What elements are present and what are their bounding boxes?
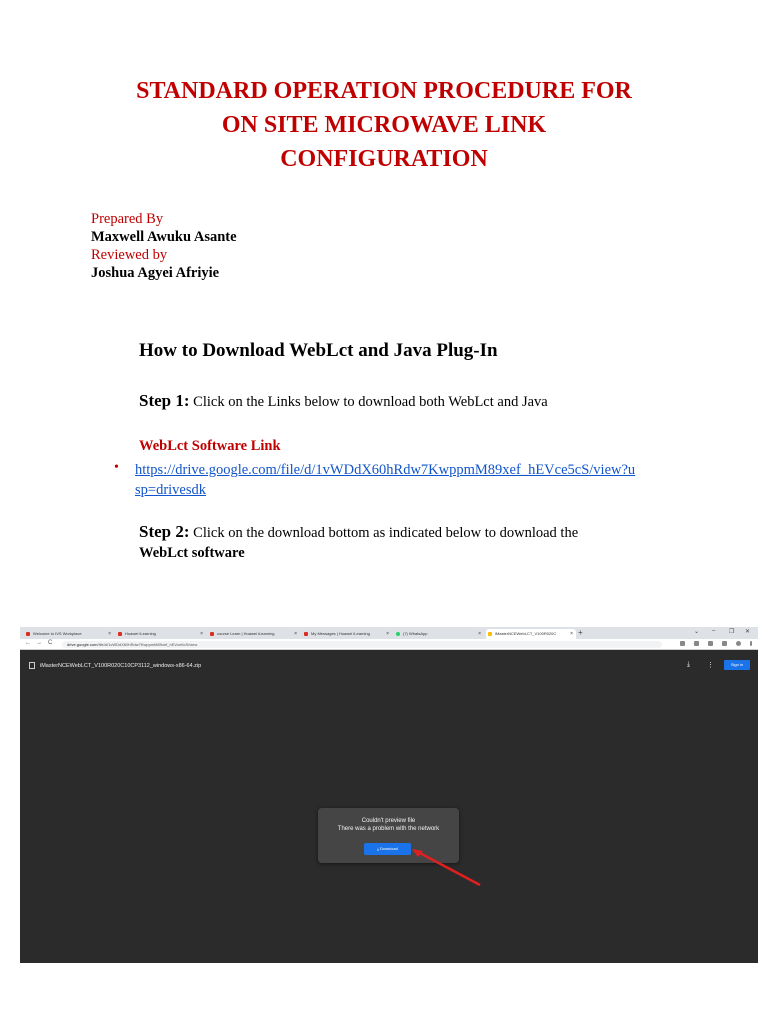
url-domain: drive.google.com bbox=[67, 642, 98, 647]
authorship-block bbox=[91, 210, 237, 282]
new-tab-button[interactable]: + bbox=[578, 628, 583, 637]
weblct-download-link[interactable]: https://drive.google.com/file/d/1vWDdX60hRdw7KwppmM89xef_hEVce5cS/view?usp=drivesdk bbox=[135, 462, 636, 498]
prepared-by-label: Prepared By bbox=[91, 211, 164, 227]
close-window-button[interactable]: ✕ bbox=[745, 629, 751, 635]
step-1 bbox=[139, 391, 548, 411]
tab-label: My Messages | Huawei iLearning bbox=[311, 631, 370, 636]
reviewed-by-name: Joshua Agyei Afriyie bbox=[91, 265, 220, 281]
dialog-message-title: Couldn't preview file bbox=[361, 818, 416, 824]
dialog-message-detail: There was a problem with the network bbox=[337, 826, 440, 832]
sign-in-button[interactable]: Sign in bbox=[724, 660, 750, 670]
tab-label: (7) WhatsApp bbox=[403, 631, 428, 636]
close-icon[interactable]: × bbox=[570, 631, 573, 637]
step-1-text: Click on the Links below to download both WebLct and Java bbox=[189, 394, 548, 410]
annotation-arrow bbox=[20, 627, 758, 963]
forward-icon[interactable]: → bbox=[36, 640, 42, 646]
bullet: • bbox=[114, 460, 119, 475]
tab-label: Welcome to IVS Workplace bbox=[33, 631, 82, 636]
section-heading: How to Download WebLct and Java Plug-In bbox=[139, 340, 498, 361]
close-icon[interactable]: × bbox=[108, 631, 111, 637]
tab-label: Huawei iLearning bbox=[125, 631, 156, 636]
step-2-line-2: WebLct software bbox=[139, 545, 245, 561]
file-name: iMasterNCEWebLCT_V100R020C10CP3112_windows-x86-64.zip bbox=[40, 663, 202, 669]
reviewed-by-label: Reviewed by bbox=[91, 247, 168, 263]
prepared-by-name: Maxwell Awuku Asante bbox=[91, 229, 237, 245]
url-path: /file/d/1vWDdX60hRdw7KwppmM89xef_hEVce5cS/view bbox=[97, 642, 198, 647]
tab-label: iMasterNCEWebLCT_V100R020C bbox=[495, 631, 557, 636]
close-icon[interactable]: × bbox=[478, 631, 481, 637]
document-title bbox=[0, 74, 768, 176]
browser-screenshot bbox=[20, 627, 758, 963]
weblct-link-title: WebLct Software Link bbox=[139, 438, 281, 454]
close-icon[interactable]: × bbox=[294, 631, 297, 637]
download-icon[interactable]: ⤓ bbox=[687, 661, 691, 668]
step-2-text: Click on the download bottom as indicated below to download the bbox=[189, 525, 579, 541]
title-line-3: CONFIGURATION bbox=[280, 146, 488, 172]
minimize-button[interactable]: – bbox=[712, 628, 716, 634]
back-icon[interactable]: ← bbox=[25, 640, 31, 646]
title-line-1: STANDARD OPERATION PROCEDURE FOR bbox=[136, 78, 632, 104]
step-2 bbox=[139, 522, 578, 542]
reload-icon[interactable]: C bbox=[48, 640, 53, 646]
title-line-2: ON SITE MICROWAVE LINK bbox=[221, 112, 547, 138]
more-options-icon[interactable]: ⋮ bbox=[707, 662, 714, 669]
download-button[interactable]: ⤓ Download bbox=[364, 843, 411, 855]
step-1-label: Step 1: bbox=[139, 391, 190, 410]
restore-button[interactable]: ❐ bbox=[729, 629, 735, 635]
arrow-shaft bbox=[416, 851, 480, 885]
step-2-label: Step 2: bbox=[139, 522, 190, 541]
tab-label: course Learn | Huawei iLearning bbox=[217, 631, 275, 636]
close-icon[interactable]: × bbox=[200, 631, 203, 637]
tab-search-icon[interactable]: ⌄ bbox=[694, 629, 700, 635]
close-icon[interactable]: × bbox=[386, 631, 389, 637]
